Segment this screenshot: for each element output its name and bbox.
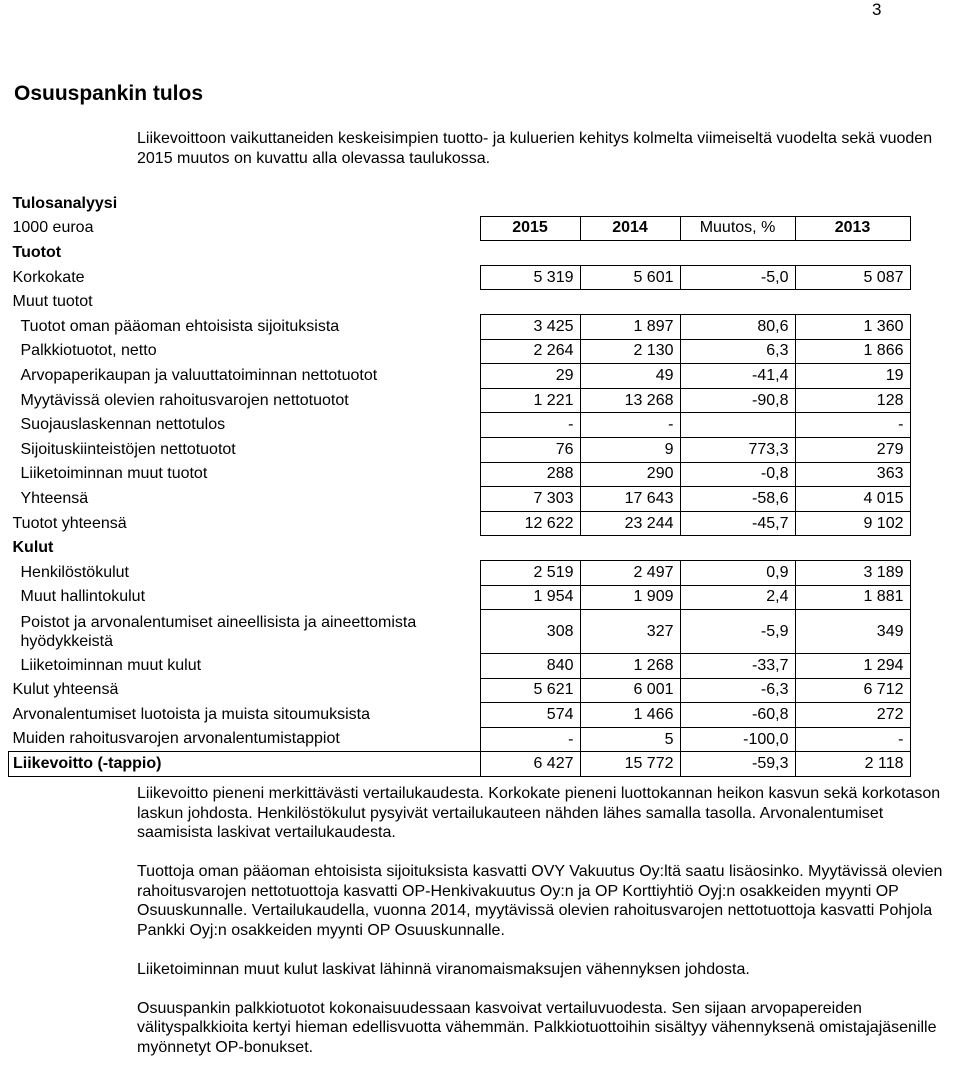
table-row xyxy=(9,678,911,703)
cell-value: - xyxy=(480,413,580,438)
cell-value: -60,8 xyxy=(680,703,795,728)
intro-text: Liikevoittoon vaikuttaneiden keskeisimpien tuotto- ja kuluerien kehitys kolmelta viimeiseltä vuodelta sekä vuoden 2015 muutos on kuvattu alla olevassa taulukossa. xyxy=(137,130,933,167)
cell-value: -90,8 xyxy=(680,388,795,413)
table-row xyxy=(9,560,911,585)
cell-value: 5 319 xyxy=(480,265,580,290)
table-row xyxy=(9,654,911,679)
column-header: 2014 xyxy=(580,216,680,241)
table-row xyxy=(9,437,911,462)
cell-value: -58,6 xyxy=(680,487,795,512)
table-caption: Tulosanalyysi xyxy=(12,195,118,213)
cell-value: 12 622 xyxy=(480,511,580,536)
cell-value: -45,7 xyxy=(680,511,795,536)
table-row xyxy=(9,364,911,389)
commentary-paragraph: Osuuspankin palkkiotuotot kokonaisuudessaan kasvoivat vertailuvuodesta. Sen sijaan arvopapereiden välityspalkkioita kertyi hieman edellisvuotta vähemmän. Palkkiotuottoihin sisältyy vähennyksenä omistajajäsenille myönnetyt OP-bonukset. xyxy=(137,999,937,1056)
row-label: Muiden rahoitusvarojen arvonalentumistappiot xyxy=(12,730,340,748)
table-row xyxy=(9,752,911,777)
cell-value: 5 601 xyxy=(580,265,680,290)
cell-value xyxy=(795,290,910,315)
cell-value: 1 909 xyxy=(580,585,680,610)
cell-value: 279 xyxy=(795,437,910,462)
table-row xyxy=(9,536,911,561)
commentary xyxy=(137,784,947,1077)
row-label: Yhteensä xyxy=(20,489,89,507)
row-label: Palkkiotuotot, netto xyxy=(20,342,157,360)
cell-value: 272 xyxy=(795,703,910,728)
table-caption-row xyxy=(9,192,911,216)
cell-value xyxy=(480,290,580,315)
cell-value: 80,6 xyxy=(680,314,795,339)
cell-value: -59,3 xyxy=(680,752,795,777)
row-label: Muut tuotot xyxy=(12,293,93,311)
cell-value xyxy=(580,536,680,561)
cell-value: 0,9 xyxy=(680,560,795,585)
cell-value: 1 954 xyxy=(480,585,580,610)
cell-value: 288 xyxy=(480,462,580,487)
cell-value: -0,8 xyxy=(680,462,795,487)
row-label: Henkilöstökulut xyxy=(20,563,129,581)
cell-value: 3 189 xyxy=(795,560,910,585)
unit-label: 1000 euroa xyxy=(12,219,94,237)
cell-value: 76 xyxy=(480,437,580,462)
cell-value: 9 xyxy=(580,437,680,462)
cell-value: 1 881 xyxy=(795,585,910,610)
cell-value: 1 268 xyxy=(580,654,680,679)
cell-value: 13 268 xyxy=(580,388,680,413)
cell-value: 49 xyxy=(580,364,680,389)
table-row xyxy=(9,241,911,266)
row-label: Poistot ja arvonalentumiset aineellisista ja aineettomista hyödykkeistä xyxy=(20,613,417,650)
row-label: Korkokate xyxy=(12,268,85,286)
cell-value: 1 866 xyxy=(795,339,910,364)
cell-value: 363 xyxy=(795,462,910,487)
cell-value xyxy=(680,241,795,266)
cell-value: -100,0 xyxy=(680,727,795,752)
column-header: Muutos, % xyxy=(680,216,795,241)
cell-value xyxy=(480,536,580,561)
page-title: Osuuspankin tulos xyxy=(14,82,204,105)
table-row xyxy=(9,511,911,536)
table-row xyxy=(9,487,911,512)
cell-value: 6,3 xyxy=(680,339,795,364)
table-row xyxy=(9,290,911,315)
cell-value: 308 xyxy=(480,610,580,654)
column-header: 2015 xyxy=(480,216,580,241)
cell-value: 6 001 xyxy=(580,678,680,703)
cell-value: - xyxy=(480,727,580,752)
cell-value: 9 102 xyxy=(795,511,910,536)
row-label: Kulut xyxy=(12,539,54,557)
commentary-paragraph: Liiketoiminnan muut kulut laskivat lähinnä viranomaismaksujen vähennyksen johdosta. xyxy=(137,960,750,978)
income-statement-table xyxy=(8,192,911,777)
cell-value: 6 712 xyxy=(795,678,910,703)
cell-value: 1 294 xyxy=(795,654,910,679)
cell-value: 327 xyxy=(580,610,680,654)
row-label: Tuotot xyxy=(12,243,62,261)
cell-value: 2 264 xyxy=(480,339,580,364)
cell-value: 4 015 xyxy=(795,487,910,512)
cell-value: - xyxy=(795,413,910,438)
page-number: 3 xyxy=(872,0,882,19)
row-label: Arvonalentumiset luotoista ja muista sitoumuksista xyxy=(12,706,370,724)
cell-value: -41,4 xyxy=(680,364,795,389)
table-row xyxy=(9,585,911,610)
cell-value: - xyxy=(795,727,910,752)
cell-value: 1 221 xyxy=(480,388,580,413)
cell-value: 19 xyxy=(795,364,910,389)
cell-value: 840 xyxy=(480,654,580,679)
row-label: Suojauslaskennan nettotulos xyxy=(20,416,226,434)
cell-value: 2 118 xyxy=(795,752,910,777)
cell-value: 15 772 xyxy=(580,752,680,777)
cell-value: -6,3 xyxy=(680,678,795,703)
cell-value: 349 xyxy=(795,610,910,654)
table-row xyxy=(9,339,911,364)
table-row xyxy=(9,388,911,413)
cell-value: 5 xyxy=(580,727,680,752)
cell-value: 128 xyxy=(795,388,910,413)
cell-value: 2,4 xyxy=(680,585,795,610)
row-label: Muut hallintokulut xyxy=(20,588,146,606)
cell-value xyxy=(795,241,910,266)
cell-value: - xyxy=(580,413,680,438)
cell-value: 1 360 xyxy=(795,314,910,339)
cell-value: 2 519 xyxy=(480,560,580,585)
cell-value xyxy=(580,241,680,266)
table-row xyxy=(9,462,911,487)
table-row xyxy=(9,727,911,752)
cell-value: -33,7 xyxy=(680,654,795,679)
row-label: Liikevoitto (-tappio) xyxy=(9,752,481,777)
cell-value: 7 303 xyxy=(480,487,580,512)
cell-value: 5 087 xyxy=(795,265,910,290)
row-label: Tuotot yhteensä xyxy=(12,514,127,532)
cell-value: 5 621 xyxy=(480,678,580,703)
cell-value: 17 643 xyxy=(580,487,680,512)
cell-value xyxy=(795,536,910,561)
row-label: Arvopaperikaupan ja valuuttatoiminnan nettotuotot xyxy=(20,366,378,384)
cell-value: 1 897 xyxy=(580,314,680,339)
cell-value: 23 244 xyxy=(580,511,680,536)
row-label: Kulut yhteensä xyxy=(12,681,119,699)
commentary-paragraph: Tuottoja oman pääoman ehtoisista sijoituksista kasvatti OVY Vakuutus Oy:ltä saatu lisäosinko. Myytävissä olevien rahoitusvarojen nettotuottoja kasvatti OP-Henkivakuutus Oy:n ja OP Korttiyhtiö Oyj:n osakkeiden myynti OP Osuuskunnalle. Vertailukaudella, vuonna 2014, myytävissä olevien rahoitusvarojen nettotuottoja kasvatti Pohjola Pankki Oyj:n osakkeiden myynti OP Osuuskunnalle. xyxy=(137,863,943,939)
cell-value xyxy=(680,536,795,561)
row-label: Liiketoiminnan muut tuotot xyxy=(20,465,208,483)
cell-value: 29 xyxy=(480,364,580,389)
cell-value xyxy=(680,290,795,315)
cell-value: 6 427 xyxy=(480,752,580,777)
row-label: Myytävissä olevien rahoitusvarojen nettotuotot xyxy=(20,391,349,409)
commentary-paragraph: Liikevoitto pieneni merkittävästi vertailukaudesta. Korkokate pieneni luottokannan heikon kasvun sekä korkotason laskun johdosta. Henkilöstökulut pysyivät vertailukauteen nähden lähes samalla tasolla. Arvonalentumiset saamisista laskivat vertailukaudesta. xyxy=(137,785,941,841)
cell-value: 2 130 xyxy=(580,339,680,364)
table-row xyxy=(9,413,911,438)
cell-value: 3 425 xyxy=(480,314,580,339)
cell-value: -5,0 xyxy=(680,265,795,290)
cell-value xyxy=(580,290,680,315)
table-row xyxy=(9,703,911,728)
table-row xyxy=(9,610,911,654)
cell-value: 1 466 xyxy=(580,703,680,728)
cell-value: 2 497 xyxy=(580,560,680,585)
row-label: Sijoituskiinteistöjen nettotuotot xyxy=(20,440,236,458)
cell-value xyxy=(680,413,795,438)
cell-value: 773,3 xyxy=(680,437,795,462)
cell-value: -5,9 xyxy=(680,610,795,654)
cell-value: 574 xyxy=(480,703,580,728)
table-row xyxy=(9,265,911,290)
table-header-row xyxy=(9,216,911,241)
row-label: Tuotot oman pääoman ehtoisista sijoituksista xyxy=(20,317,340,335)
row-label: Liiketoiminnan muut kulut xyxy=(20,656,202,674)
cell-value xyxy=(480,241,580,266)
column-header: 2013 xyxy=(795,216,910,241)
table-row xyxy=(9,314,911,339)
cell-value: 290 xyxy=(580,462,680,487)
